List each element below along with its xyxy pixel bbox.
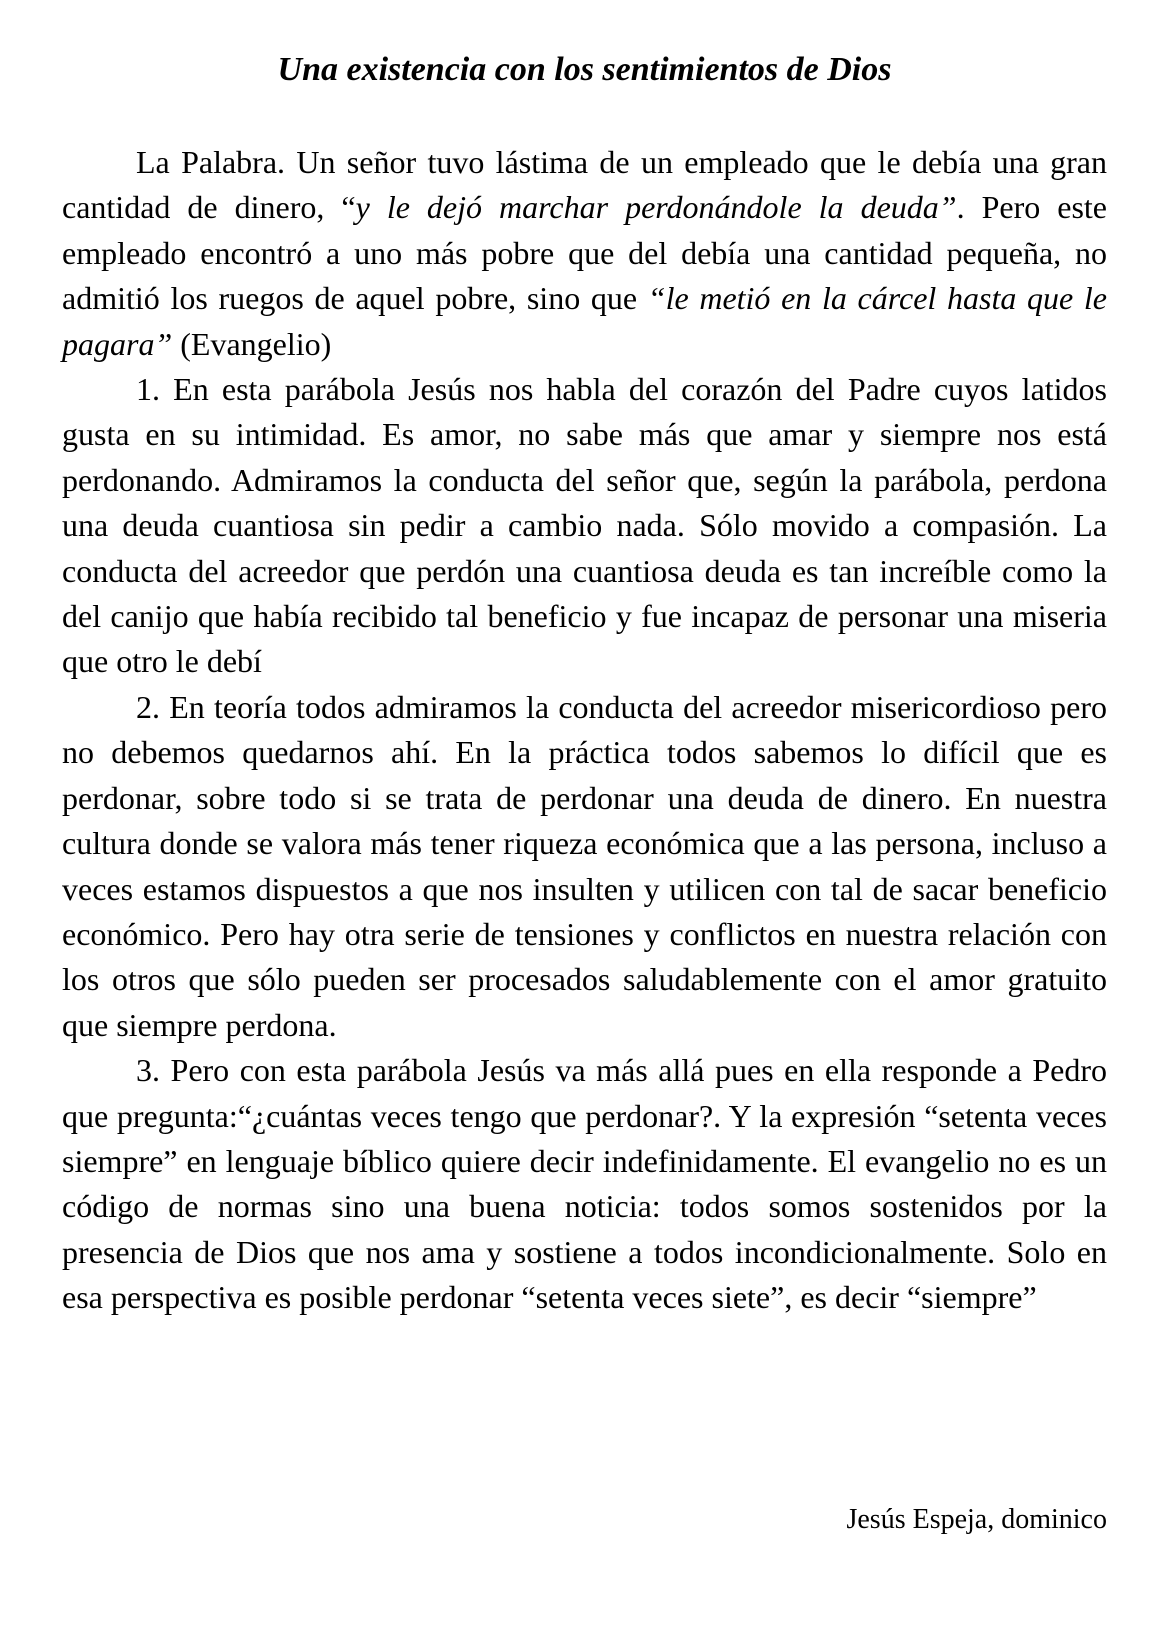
paragraph xyxy=(62,367,1107,685)
quoted-text: “le metió en la cárcel hasta que le pagara” xyxy=(62,280,1108,362)
paragraph-text: 2. En teoría todos admiramos la conducta del acreedor misericordioso pero no debemos quedarnos ahí. En la práctica todos sabemos lo difícil que es perdonar, sobre todo si se trata de perdonar una deuda de dinero. En nuestra cultura donde se valora más tener riqueza económica que a las persona, incluso a veces estamos dispuestos a que nos insulten y utilicen con tal de sacar beneficio económico. Pero hay otra serie de tensiones y conflictos en nuestra relación con los otros que sólo pueden ser procesados saludablemente con el amor gratuito que siempre perdona. xyxy=(62,688,1107,1043)
paragraph-text: 1. En esta parábola Jesús nos habla del corazón del Padre cuyos latidos gusta en su intimidad. Es amor, no sabe más que amar y siempre nos está perdonando. Admiramos la conducta del señor que, según la parábola, perdona una deuda cuantiosa sin pedir a cambio nada. Sólo movido a compasión. La conducta del acreedor que perdón una cuantiosa deuda es tan increíble como la del canijo que había recibido tal beneficio y fue incapaz de personar una miseria que otro le debí xyxy=(62,371,1107,680)
paragraph-text: . Pero este empleado encontró a uno más pobre que del debía una cantidad pequeña, no admitió los ruegos de aquel pobre, sino que xyxy=(62,189,1107,317)
paragraph xyxy=(62,685,1107,1048)
document-title: Una existencia con los sentimientos de Dios xyxy=(277,51,892,88)
paragraph-text: (Evangelio) xyxy=(172,325,332,362)
paragraph xyxy=(62,1048,1107,1320)
document-page xyxy=(62,50,1107,1321)
paragraph-text: 3. Pero con esta parábola Jesús va más allá pues en ella responde a Pedro que pregunta:“¿cuántas veces tengo que perdonar?. Y la expresión “setenta veces siempre” en lenguaje bíblico quiere decir indefinidamente. El evangelio no es un código de normas sino una buena noticia: todos somos sostenidos por la presencia de Dios que nos ama y sostiene a todos incondicionalmente. Solo en esa perspectiva es posible perdonar “setenta veces siete”, es decir “siempre” xyxy=(62,1052,1107,1316)
paragraph xyxy=(62,140,1107,367)
quoted-text: y le dejó marchar perdonándole la deuda” xyxy=(355,189,957,226)
author-signature: Jesús Espeja, dominico xyxy=(846,1504,1107,1535)
document-body xyxy=(62,140,1107,1321)
paragraph-text: La Palabra. Un señor tuvo lástima de un empleado que le debía una gran cantidad de dinero, “ xyxy=(62,144,1107,226)
